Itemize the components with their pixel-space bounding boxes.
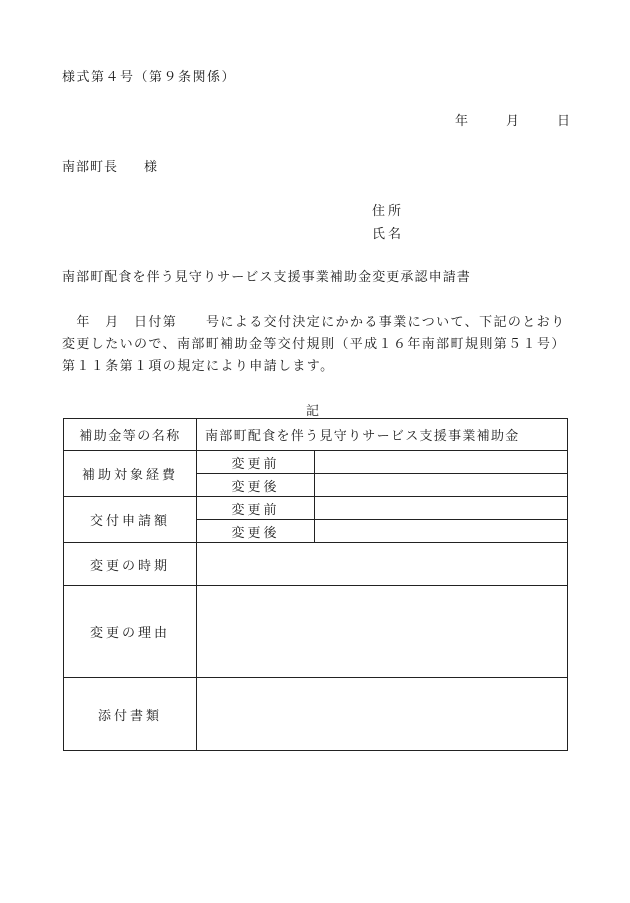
eligible-cost-before-label: 変更前 [197,451,315,474]
row-eligible-cost-before [64,451,568,474]
row-subsidy-name [64,419,568,451]
application-amount-before-value[interactable] [315,497,568,520]
date-month: 月 [506,114,520,129]
addressee-name: 南部町長 [62,160,119,175]
application-amount-after-label: 変更後 [197,520,315,543]
eligible-cost-after-value[interactable] [315,474,568,497]
row-attachments [64,678,568,751]
change-timing-value[interactable] [197,543,568,586]
application-table [63,418,568,751]
change-timing-label: 変更の時期 [64,543,197,586]
change-reason-value[interactable] [197,586,568,678]
row-change-timing [64,543,568,586]
eligible-cost-label: 補助対象経費 [64,451,197,497]
date-line [455,110,570,129]
application-amount-after-value[interactable] [315,520,568,543]
body-text: 年 月 日付第 号による交付決定にかかる事業について、下記のとおり変更したいので、南部町補助金等交付規則（平成１６年南部町規則第５１号）第１１条第１項の規定により申請します。 [62,315,566,374]
addressee-suffix: 様 [144,160,159,175]
attachments-value[interactable] [197,678,568,751]
eligible-cost-before-value[interactable] [315,451,568,474]
attachments-label: 添付書類 [64,678,197,751]
row-application-amount-before [64,497,568,520]
subsidy-name-value: 南部町配食を伴う見守りサービス支援事業補助金 [197,419,568,451]
addressee [62,156,158,175]
eligible-cost-after-label: 変更後 [197,474,315,497]
row-change-reason [64,586,568,678]
application-amount-before-label: 変更前 [197,497,315,520]
applicant-address-label: 住所 [372,204,405,219]
application-amount-label: 交付申請額 [64,497,197,543]
date-year: 年 [455,114,469,129]
form-number: 様式第４号（第９条関係） [62,70,237,85]
date-day: 日 [557,114,571,129]
subsidy-name-label: 補助金等の名称 [64,419,197,451]
applicant-name-label: 氏名 [372,227,405,242]
change-reason-label: 変更の理由 [64,586,197,678]
ki-heading: 記 [306,404,320,419]
document-title: 南部町配食を伴う見守りサービス支援事業補助金変更承認申請書 [62,270,471,285]
